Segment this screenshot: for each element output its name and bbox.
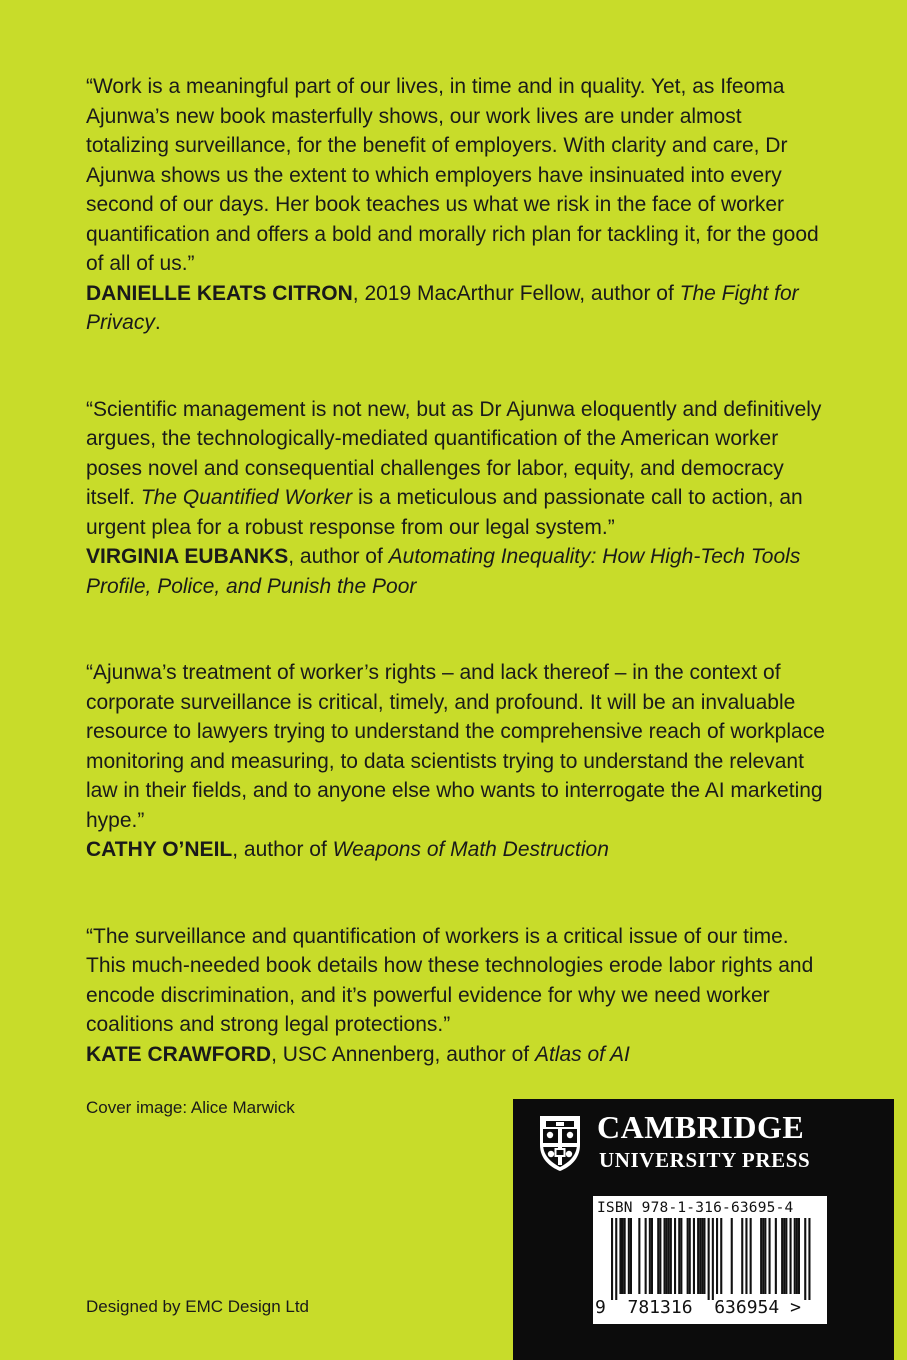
barcode-bar bbox=[775, 1218, 777, 1294]
endorsement-attribution bbox=[86, 1040, 826, 1070]
endorser-role: , 2019 MacArthur Fellow, author of bbox=[352, 281, 680, 305]
barcode-bar bbox=[750, 1218, 752, 1294]
barcode-bar bbox=[699, 1218, 701, 1294]
barcode-bar bbox=[666, 1218, 668, 1294]
endorsement-quote: “Ajunwa’s treatment of worker’s rights – and lack thereof – in the context of corporate surveillance is critical, timely, and profound. It will be an invaluable resource to lawyers trying to understand the comprehensive reach of workplace monitoring and measuring, to data scientists trying to understand the relevant law in their fields, and to anyone else who wants to interrogate the AI marketing hype.” bbox=[86, 661, 825, 832]
barcode-bars bbox=[593, 1218, 827, 1300]
barcode-bar bbox=[687, 1218, 689, 1294]
barcode-bar bbox=[790, 1218, 792, 1294]
barcode-bar bbox=[783, 1218, 785, 1294]
barcode-bar bbox=[731, 1218, 733, 1294]
cover-image-credit: Cover image: Alice Marwick bbox=[86, 1098, 295, 1117]
endorser-book-title: Weapons of Math Destruction bbox=[332, 838, 609, 861]
attribution-tail: . bbox=[154, 311, 161, 334]
barcode bbox=[593, 1196, 827, 1324]
endorsement-attribution bbox=[86, 835, 826, 865]
endorsement-attribution bbox=[86, 279, 826, 338]
endorsement-crawford bbox=[86, 922, 826, 1070]
barcode-bar bbox=[741, 1218, 743, 1294]
barcode-bar bbox=[611, 1218, 613, 1300]
endorsements bbox=[86, 72, 826, 1126]
barcode-bar bbox=[689, 1218, 691, 1294]
barcode-bar bbox=[651, 1218, 653, 1294]
barcode-bar bbox=[760, 1218, 762, 1294]
barcode-bar bbox=[745, 1218, 747, 1294]
barcode-bar bbox=[697, 1218, 699, 1294]
publisher-panel bbox=[513, 1099, 894, 1360]
endorsement-eubanks bbox=[86, 395, 826, 602]
barcode-bar bbox=[785, 1218, 787, 1294]
barcode-bar bbox=[764, 1218, 766, 1294]
endorser-role: , author of bbox=[232, 838, 333, 861]
isbn-number: ISBN 978-1-316-63695-4 bbox=[597, 1200, 794, 1216]
endorsement-quote: “The surveillance and quantification of workers is a critical issue of our time. This much-needed book details how these technologies erode labor rights and encode discrimination, and it’s powerful evidence for why we need worker coalitions and strong legal protections.” bbox=[86, 924, 814, 1036]
barcode-bar bbox=[701, 1218, 703, 1294]
design-credit: Designed by EMC Design Ltd bbox=[86, 1297, 310, 1316]
endorser-book-title: The Fight for Privacy bbox=[86, 281, 799, 334]
barcode-bar bbox=[769, 1218, 771, 1294]
endorser-book-title: Atlas of AI bbox=[534, 1042, 630, 1066]
book-title: The Quantified Worker bbox=[140, 486, 353, 509]
barcode-bar bbox=[624, 1218, 626, 1294]
barcode-bar bbox=[638, 1218, 640, 1294]
barcode-bar bbox=[678, 1218, 680, 1294]
quote-text: is a meticulous and passionate call to action, an urgent plea for a robust response from our legal system.” bbox=[86, 486, 803, 539]
publisher-subtitle: UNIVERSITY PRESS bbox=[599, 1148, 811, 1172]
endorser-name: KATE CRAWFORD bbox=[86, 1042, 272, 1066]
endorsement-quote: “Work is a meaningful part of our lives, in time and in quality. Yet, as Ifeoma Ajunwa’s new book masterfully shows, our work lives are under almost totalizing surveillance, for the benefit of employers. With clarity and care, Dr Ajunwa shows us the extent to which employers have insinuated into every second of our days. Her book teaches us what we risk in the face of worker quantification and offers a bold and morally rich plan for tackling it, for the good of all of us.” bbox=[86, 75, 819, 275]
barcode-bar bbox=[798, 1218, 800, 1294]
barcode-bar bbox=[649, 1218, 651, 1294]
barcode-bar bbox=[781, 1218, 783, 1294]
barcode-bar bbox=[680, 1218, 682, 1294]
endorsement-quote bbox=[86, 395, 826, 543]
barcode-bar bbox=[622, 1218, 624, 1294]
barcode-bar bbox=[794, 1218, 796, 1294]
barcode-bar bbox=[720, 1218, 722, 1294]
endorsement-citron bbox=[86, 72, 826, 338]
barcode-bar bbox=[708, 1218, 710, 1300]
barcode-bar bbox=[615, 1218, 617, 1300]
ean-digits: 9 781316 636954 > bbox=[595, 1297, 801, 1318]
barcode-bar bbox=[804, 1218, 806, 1300]
barcode-bar bbox=[659, 1218, 661, 1294]
barcode-bar bbox=[703, 1218, 705, 1294]
endorser-name: CATHY O’NEIL bbox=[86, 838, 233, 861]
barcode-bar bbox=[668, 1218, 670, 1294]
barcode-bar bbox=[619, 1218, 621, 1294]
endorser-name: VIRGINIA EUBANKS bbox=[86, 545, 289, 568]
quote-text: “Scientific management is not new, but as Dr Ajunwa eloquently and definitively argues, the technologically-mediated quantification of the American worker poses novel and consequential challenges for labor, equity, and democracy itself. bbox=[86, 397, 822, 509]
barcode-bar bbox=[716, 1218, 718, 1294]
barcode-bar bbox=[664, 1218, 666, 1294]
endorsement-oneil bbox=[86, 658, 826, 865]
endorser-role: , USC Annenberg, author of bbox=[271, 1042, 535, 1066]
barcode-bar bbox=[630, 1218, 632, 1294]
barcode-bar bbox=[628, 1218, 630, 1294]
barcode-bar bbox=[657, 1218, 659, 1294]
endorser-role: , author of bbox=[288, 545, 389, 568]
barcode-bar bbox=[645, 1218, 647, 1294]
barcode-bar bbox=[670, 1218, 672, 1294]
barcode-bar bbox=[808, 1218, 810, 1300]
publisher-name: CAMBRIDGE bbox=[597, 1109, 805, 1145]
cambridge-crest-icon bbox=[537, 1113, 583, 1173]
endorsement-attribution bbox=[86, 542, 826, 601]
barcode-bar bbox=[712, 1218, 714, 1300]
barcode-bar bbox=[674, 1218, 676, 1294]
barcode-bar bbox=[796, 1218, 798, 1294]
barcode-bar bbox=[693, 1218, 695, 1294]
endorser-book-title: Automating Inequality: How High-Tech Tools Profile, Police, and Punish the Poor bbox=[86, 545, 801, 598]
barcode-bar bbox=[762, 1218, 764, 1294]
endorser-name: DANIELLE KEATS CITRON bbox=[86, 281, 353, 305]
